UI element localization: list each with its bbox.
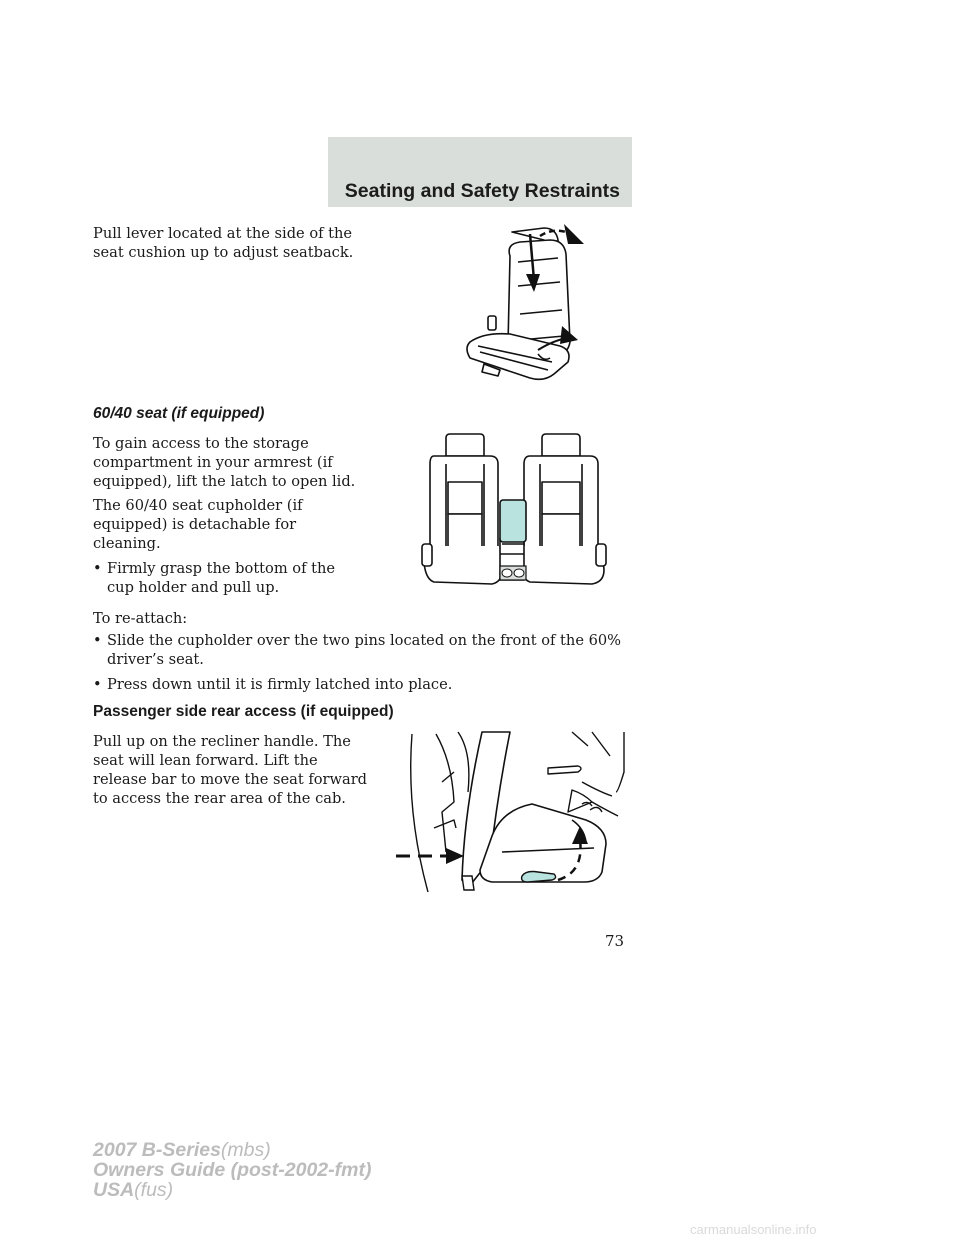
bullet-text: Press down until it is firmly latched into place. — [107, 676, 453, 693]
text-line: Firmly grasp the bottom of the — [107, 560, 336, 577]
text-line: seat cushion up to adjust seatback. — [93, 244, 354, 261]
section-heading-rear-access: Passenger side rear access (if equipped) — [93, 703, 394, 720]
text-line: To gain access to the storage — [93, 435, 309, 452]
footer-market-code: (fus) — [134, 1179, 174, 1201]
rear-access-paragraph — [93, 732, 367, 808]
text-line: Pull lever located at the side of the — [93, 225, 353, 242]
text-line: equipped) is detachable for — [93, 516, 297, 533]
armrest-paragraph — [93, 434, 355, 491]
text-line: The 60/40 seat cupholder (if — [93, 497, 303, 514]
page-number: 73 — [605, 932, 625, 950]
footer — [93, 1140, 371, 1200]
text-line: Pull up on the recliner handle. The — [93, 733, 351, 750]
text-line: equipped), lift the latch to open lid. — [93, 473, 356, 490]
section-heading-6040: 60/40 seat (if equipped) — [93, 405, 265, 422]
footer-guide: Owners Guide (post-2002-fmt) — [93, 1159, 372, 1181]
bullet-item — [93, 559, 393, 599]
recliner-seat-illustration — [440, 222, 590, 392]
text-line: Slide the cupholder over the two pins located on the front of the 60% — [107, 632, 622, 649]
6040-seat-illustration — [420, 428, 610, 588]
text-line: cleaning. — [93, 535, 161, 552]
footer-model: 2007 B-Series — [93, 1139, 221, 1161]
section-title: Seating and Safety Restraints — [344, 180, 620, 202]
watermark: carmanualsonline.info — [690, 1222, 817, 1237]
text-line: release bar to move the seat forward — [93, 771, 368, 788]
bullet-text — [107, 631, 621, 669]
bullet-item — [93, 631, 653, 671]
footer-line-market — [93, 1180, 371, 1200]
footer-market: USA — [93, 1179, 135, 1201]
footer-model-code: (mbs) — [220, 1139, 271, 1161]
bullet-item — [93, 675, 653, 695]
bullet-dot: • — [93, 676, 102, 693]
bullet-dot: • — [93, 632, 102, 649]
text-line: compartment in your armrest (if — [93, 454, 333, 471]
text-line: seat will lean forward. Lift the — [93, 752, 318, 769]
header-band — [328, 137, 632, 207]
text-line: driver’s seat. — [107, 651, 204, 668]
rear-access-illustration — [392, 732, 628, 898]
bullet-text — [107, 559, 335, 597]
footer-line-model — [93, 1140, 371, 1160]
cupholder-paragraph — [93, 496, 303, 553]
text-line: cup holder and pull up. — [107, 579, 280, 596]
seatback-instructions — [93, 224, 353, 262]
text-line: to access the rear area of the cab. — [93, 790, 346, 807]
bullet-dot: • — [93, 560, 102, 577]
reattach-label: To re-attach: — [93, 610, 188, 627]
